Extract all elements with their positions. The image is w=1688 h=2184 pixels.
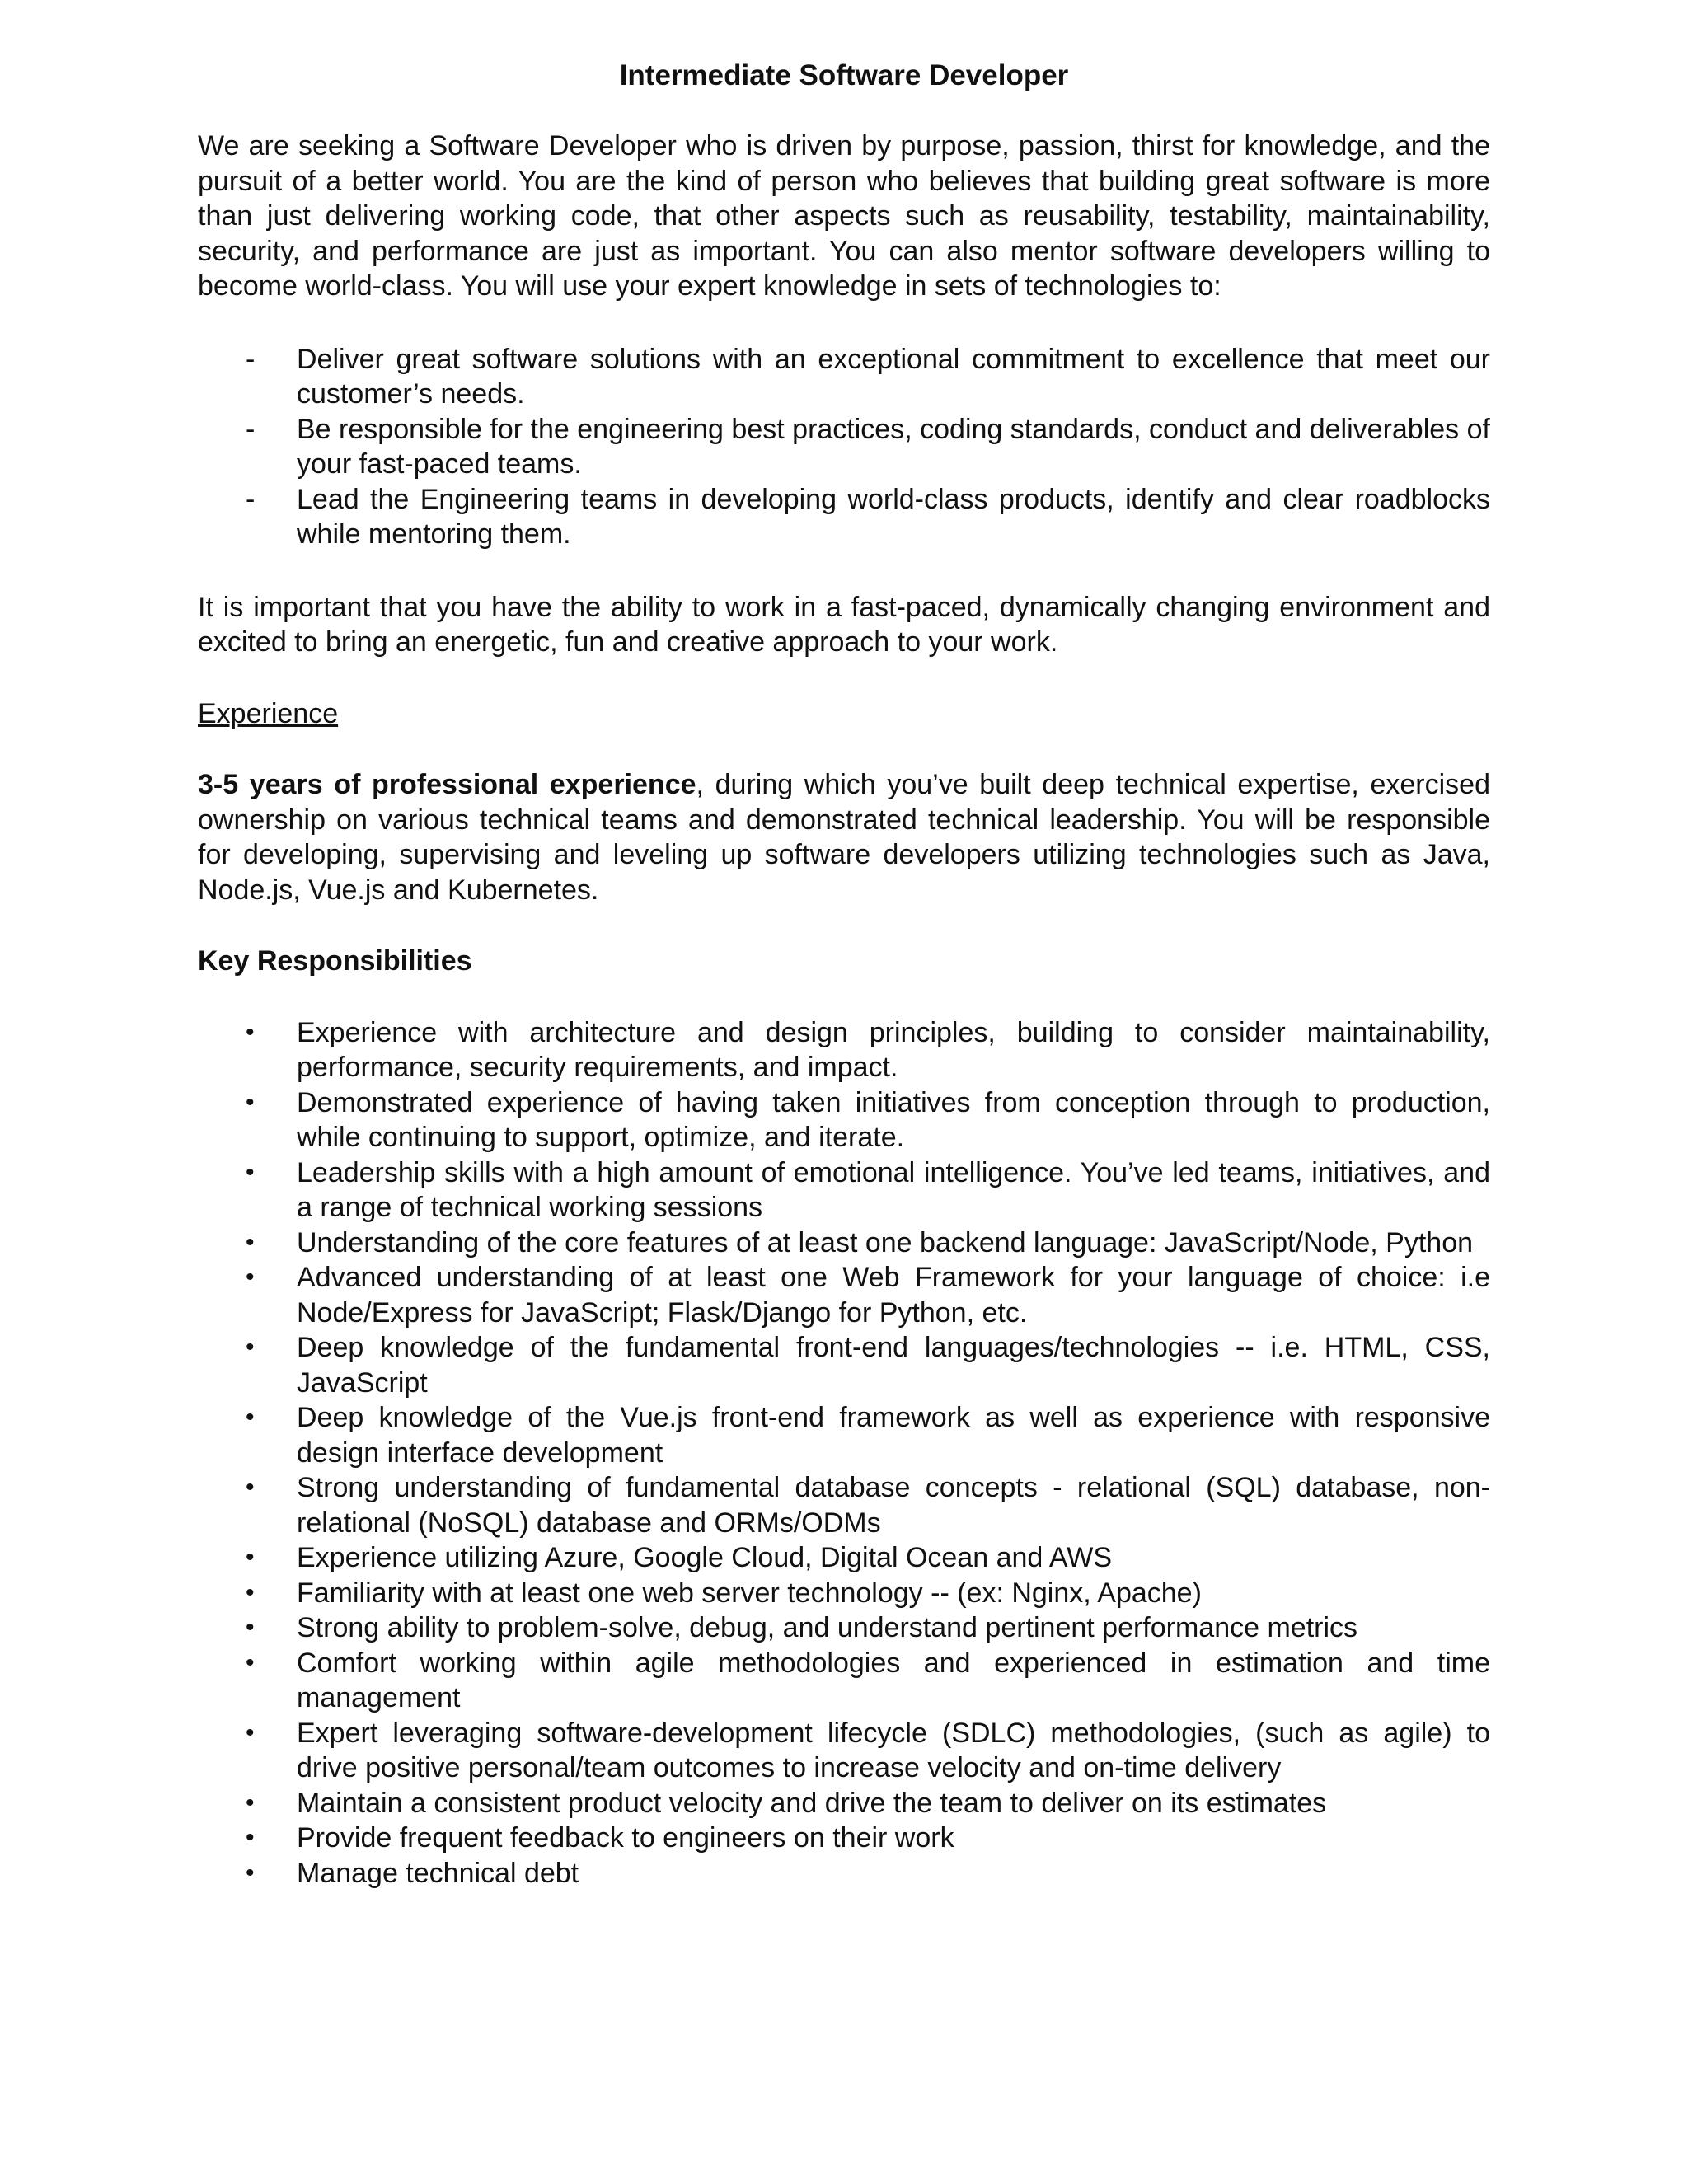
bullet-marker: • bbox=[246, 1614, 255, 1641]
document-title: Intermediate Software Developer bbox=[619, 59, 1069, 91]
list-item: • Deep knowledge of the fundamental front-end languages/technologies -- i.e. HTML, CSS, JavaScript bbox=[246, 1332, 1490, 1399]
experience-heading: Experience bbox=[198, 697, 339, 729]
bullet-marker: • bbox=[246, 1718, 255, 1746]
list-item: - Lead the Engineering teams in developing world-class products, identify and clear roadblocks while mentoring them. bbox=[246, 483, 1490, 550]
dash-marker: - bbox=[246, 413, 256, 445]
list-item: - Be responsible for the engineering best practices, coding standards, conduct and deliverables of your fast-paced teams. bbox=[246, 413, 1490, 480]
list-item: • Strong understanding of fundamental database concepts - relational (SQL) database, non-relational (NoSQL) database and ORMs/ODMs bbox=[246, 1472, 1490, 1539]
list-item: • Comfort working within agile methodologies and experienced in estimation and time management bbox=[246, 1647, 1490, 1713]
bullet-marker: • bbox=[246, 1228, 255, 1256]
document-page bbox=[198, 58, 1490, 1891]
list-item: • Familiarity with at least one web server technology -- (ex: Nginx, Apache) bbox=[198, 1576, 1490, 1611]
bullet-marker: • bbox=[246, 1088, 255, 1116]
bullet-marker: • bbox=[246, 1824, 255, 1851]
list-item: • Leadership skills with a high amount of emotional intelligence. You’ve led teams, initiatives, and a range of technical working sessions bbox=[246, 1156, 1490, 1223]
intro-paragraph: We are seeking a Software Developer who is driven by purpose, passion, thirst for knowledge, and the pursuit of a better world. You are the kind of person who believes that building great software is more than just delivering working code, that other aspects such as reusability, testability, maintainability, security, and performance are just as important. You can also mentor software developers willing to become world-class. You will use your expert knowledge in sets of technologies to: bbox=[198, 130, 1490, 302]
responsibilities-heading: Key Responsibilities bbox=[198, 945, 472, 977]
bullet-marker: • bbox=[246, 1474, 255, 1501]
dash-marker: - bbox=[246, 343, 256, 375]
list-item: • Maintain a consistent product velocity and drive the team to deliver on its estimates bbox=[198, 1786, 1490, 1821]
bullet-marker: • bbox=[246, 1578, 255, 1606]
list-item: • Strong ability to problem-solve, debug, and understand pertinent performance metrics bbox=[198, 1610, 1490, 1646]
bullet-marker: • bbox=[246, 1018, 255, 1046]
experience-years: 3-5 years of professional experience bbox=[198, 769, 696, 800]
bullet-marker: • bbox=[246, 1404, 255, 1431]
bullet-marker: • bbox=[246, 1544, 255, 1571]
dash-marker: - bbox=[246, 483, 256, 515]
bullet-marker: • bbox=[246, 1333, 255, 1361]
list-item: • Provide frequent feedback to engineers on their work bbox=[198, 1821, 1490, 1856]
experience-paragraph bbox=[198, 767, 1490, 907]
list-item: • Experience with architecture and design principles, building to consider maintainability, performance, security requirements, and impact. bbox=[246, 1016, 1490, 1083]
list-item: • Demonstrated experience of having taken initiatives from conception through to production, while continuing to support, optimize, and iterate. bbox=[246, 1086, 1490, 1153]
bullet-marker: • bbox=[246, 1788, 255, 1816]
list-item: • Deep knowledge of the Vue.js front-end framework as well as experience with responsive design interface development bbox=[246, 1402, 1490, 1469]
bullet-marker: • bbox=[246, 1648, 255, 1676]
responsibilities-list bbox=[198, 1015, 1490, 1891]
list-item: • Experience utilizing Azure, Google Cloud, Digital Ocean and AWS bbox=[198, 1540, 1490, 1576]
goals-list bbox=[198, 342, 1490, 552]
list-item: - Deliver great software solutions with an exceptional commitment to excellence that meet our customer’s needs. bbox=[246, 343, 1490, 410]
environment-paragraph: It is important that you have the ability to work in a fast-paced, dynamically changing environment and excited to bring an energetic, fun and creative approach to your work. bbox=[198, 591, 1490, 658]
bullet-marker: • bbox=[246, 1858, 255, 1886]
list-item: • Manage technical debt bbox=[198, 1856, 1490, 1891]
list-item: • Understanding of the core features of at least one backend language: JavaScript/Node, Python bbox=[198, 1226, 1490, 1261]
experience-description: , during which you’ve built deep technical expertise, exercised ownership on various technical teams and demonstrated technical leadership. You will be responsible for developing, supervising and leveling up software developers utilizing technologies such as Java, Node.js, Vue.js and Kubernetes. bbox=[198, 769, 1490, 906]
list-item: • Expert leveraging software-development lifecycle (SDLC) methodologies, (such as agile) to drive positive personal/team outcomes to increase velocity and on-time delivery bbox=[246, 1717, 1490, 1783]
bullet-marker: • bbox=[246, 1158, 255, 1186]
list-item: • Advanced understanding of at least one Web Framework for your language of choice: i.e Node/Express for JavaScript; Flask/Django for Python, etc. bbox=[246, 1262, 1490, 1329]
bullet-marker: • bbox=[246, 1263, 255, 1291]
